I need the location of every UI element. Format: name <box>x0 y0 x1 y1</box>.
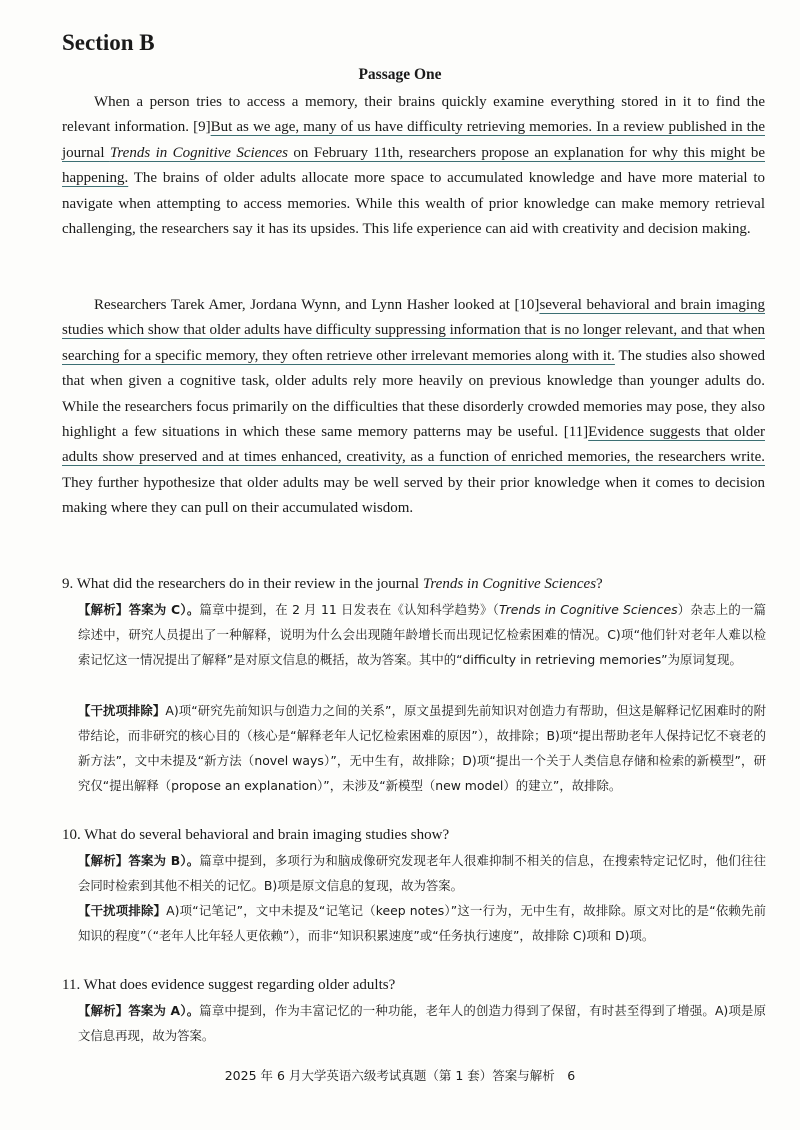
journal-name: Trends in Cognitive Sciences <box>499 602 678 617</box>
analysis-11 <box>78 998 766 1048</box>
section-title: Section B <box>62 30 155 55</box>
paragraph-text: When a person tries to access a memory, their brains quickly examine everything stored in it to find the relevant information. <box>62 94 765 136</box>
analysis-tag: 【解析】 <box>78 853 129 868</box>
question-marker-11: [11] <box>563 424 589 441</box>
question-11: 11. What does evidence suggest regarding older adults? <box>62 977 396 993</box>
analysis-text: 篇章中提到，在 2 月 11 日发表在《认知科学趋势》（ <box>199 602 500 617</box>
question-text: ? <box>596 576 603 592</box>
answer-label: 答案为 A）。 <box>128 1003 200 1018</box>
underlined-evidence-11: Evidence suggests that older adults show preserved and at times enhanced, creativity, as a function of enriched memories, the researchers write. <box>62 424 765 466</box>
analysis-tag: 【解析】 <box>78 1003 129 1018</box>
analysis-tag: 【解析】 <box>78 602 129 617</box>
analysis-text: 篇章中提到，作为丰富记忆的一种功能，老年人的创造力得到了保留，有时甚至得到了增强。A)项是原文信息再现，故为答案。 <box>78 1003 767 1043</box>
question-text: 9. What did the researchers do in their review in the journal <box>62 576 423 592</box>
question-9 <box>62 573 765 595</box>
question-10: 10. What do several behavioral and brain imaging studies show? <box>62 827 450 843</box>
evidence-text: on February 11th, researchers propose an explanation for why this might be happening. <box>62 144 765 187</box>
journal-name: Trends in Cognitive Sciences <box>422 576 597 592</box>
paragraph-text: Researchers Tarek Amer, Jordana Wynn, and Lynn Hasher looked at <box>94 297 515 313</box>
question-marker-9: [9] <box>193 119 211 136</box>
paragraph-text: The studies also showed that when given a cognitive task, older adults rely more heavily on previous knowledge than younger adults do. While the researchers focus primarily on the difficulties that these disorderly crowded memories may pose, they also highlight a few situations in which these same memory patterns may be useful. <box>62 347 765 441</box>
page-footer: 2025 年 6 月大学英语六级考试真题（第 1 套）答案与解析 6 <box>224 1068 576 1083</box>
distractor-text: A)项“研究先前知识与创造力之间的关系”，原文虽提到先前知识对创造力有帮助，但这是解释记忆困难时的附带结论，而非研究的核心目的（核心是“解释老年人记忆检索困难的原因”），故排除；B)项“提出帮助老年人保持记忆不衰老的新方法”，文中未提及“新方法（novel ways）”，无中生有，故排除；D)项“提出一个关于人类信息存储和检索的新模型”，研究仅“提出解释（propose an explanation）”，未涉及“新模型（new model）的建立”，故排除。 <box>78 703 766 793</box>
answer-label: 答案为 B）。 <box>128 853 200 868</box>
paragraph-text: The brains of older adults allocate more space to accumulated knowledge and have more material to navigate when attempting to access memories. While this wealth of prior knowledge can make memory retrieval challenging, the researchers say it has its upsides. This life experience can aid with creativity and decision making. <box>62 170 765 238</box>
question-marker-10: [10] <box>514 297 540 313</box>
distractor-analysis-9 <box>78 698 766 798</box>
paragraph-text: They further hypothesize that older adults may be well served by their prior knowledge when it comes to decision making where they can pull on their accumulated wisdom. <box>62 474 765 517</box>
evidence-text: But as we age, many of us have difficulty retrieving memories. In a review published in the journal <box>62 119 765 161</box>
analysis-text: ）杂志上的一篇综述中，研究人员提出了一种解释，说明为什么会出现随年龄增长而出现记忆检索困难的情况。C)项“他们针对老年人难以检索记忆这一情况提出了解释”是对原文信息的概括，故为答案。其中的“difficulty in retrieving memories”为原词复现。 <box>78 602 767 667</box>
passage-paragraph-2 <box>62 293 765 522</box>
analysis-9 <box>78 597 766 672</box>
passage-paragraph-1 <box>62 90 765 242</box>
distractor-tag: 【干扰项排除】 <box>78 903 167 918</box>
distractor-text: A)项“记笔记”，文中未提及“记笔记（keep notes）”这一行为，无中生有，故排除。原文对比的是“依赖先前知识的程度”（“老年人比年轻人更依赖”），而非“知识积累速度”或“任务执行速度”，故排除 C)项和 D)项。 <box>78 903 766 943</box>
journal-name: Trends in Cognitive Sciences <box>109 144 288 161</box>
distractor-tag: 【干扰项排除】 <box>78 703 166 718</box>
answer-label: 答案为 C）。 <box>128 602 200 617</box>
analysis-10 <box>78 848 766 898</box>
passage-title: Passage One <box>358 66 442 83</box>
distractor-analysis-10 <box>78 898 766 948</box>
underlined-evidence-10: several behavioral and brain imaging studies which show that older adults have difficulty suppressing information that is no longer relevant, and that when searching for a specific memory, they often retrieve other irrelevant memories along with it. <box>62 297 765 364</box>
analysis-text: 篇章中提到，多项行为和脑成像研究发现老年人很难抑制不相关的信息，在搜索特定记忆时，他们往往会同时检索到其他不相关的记忆。B)项是原文信息的复现，故为答案。 <box>78 853 767 893</box>
